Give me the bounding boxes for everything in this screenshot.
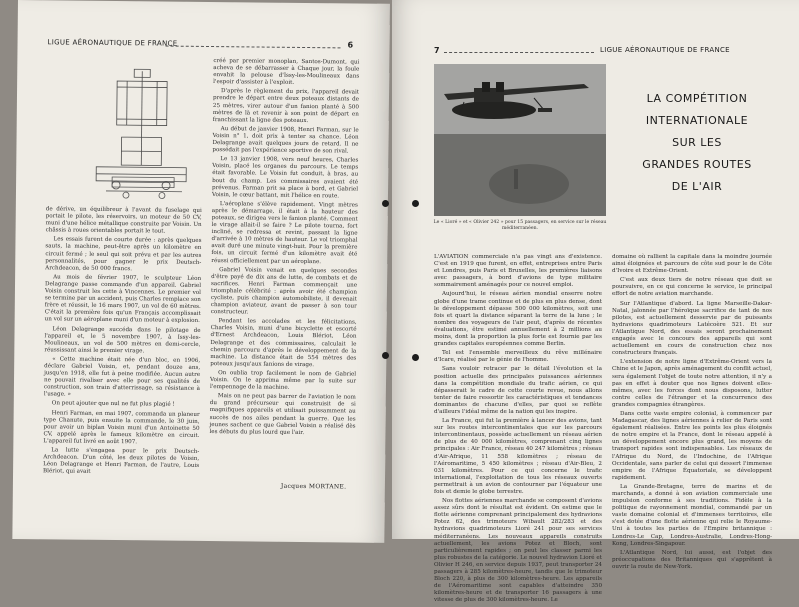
paragraph: Aujourd'hui, le réseau aérien mondial enserre notre globe d'une trame continue et de plus en plus dense, dont le développement dépasse 500 000 kilomètres, soit une fois et quart la distance séparant la terre de la lune ; le nombre des voyageurs de l'air peut, d'après de récentes évaluations, être estimé annuellement à 2 millions au moins, dont la proportion la plus forte est fournie par les grandes capitales européennes comme Berlin.	[434, 291, 602, 348]
paragraph: Sans vouloir retracer par le détail l'évolution et la position actuelle des principales puissances aériennes dans la compétition mondiale du trafic aérien, ce qui dépasserait le cadre de cette courte revue, nous allons tenter de faire ressortir les caractéristiques et tendances dominantes de chacune d'elles, par quoi se reflète d'ailleurs l'idéal même de la nation qui les inspire.	[434, 366, 602, 416]
paragraph: créé par premier monoplan, Santos-Dumont, qui acheva de se débarrasser à Chaque jour, la foule envahit la pelouse d'Issy-les-Moulineaux dans l'espoir d'assister à l'exploit.	[213, 58, 359, 88]
title-line: GRANDES ROUTES	[624, 154, 770, 176]
left-column-2	[209, 58, 359, 439]
paragraph: Léon Delagrange succéda dans le pilotage de l'appareil et, le 5 novembre 1907, à Issy-les-Moulineaux, un vol de 500 mètres en demi-cercle, réussissant ainsi le premier virage.	[44, 326, 200, 356]
right-page-header: LIGUE AÉRONAUTIQUE DE FRANCE	[600, 46, 730, 54]
binding-hole	[382, 200, 389, 207]
paragraph: Au mois de février 1907, le sculpteur Léon Delagrange passe commande d'un appareil. Gabriel Voisin construit les cette à Vincennes. Le premier vol se termine par un accident, puis Charles remplace son frère et réussit, le 16 mars 1907, un vol de 60 mètres. C'était la première fois qu'un Français accomplissait un vol sur un aéroplane muni d'un moteur à explosion.	[45, 274, 202, 325]
paragraph: L'extension de notre ligne d'Extrême-Orient vers la Chine et le Japon, après aménagement du conflit actuel, sera également l'objet de toute notre attention, il n'y a pas en effet à douter que nos lignes doivent elles-mêmes, avec les forces dont nous disposons, lutter contre celles de l'étranger et la concurrence des grandes compagnies étrangères.	[612, 359, 772, 409]
title-line: DE L'AIR	[624, 176, 770, 198]
paragraph: On peut ajouter que nul ne fut plus plagié !	[44, 401, 200, 410]
paragraph: Gabriel Voisin venait en quelques secondes d'être payé de dix ans de lutte, de combats et de sacrifices. Henri Farman commençait une triomphale célébrité : après avoir été champion cycliste, puis champion automobiliste, il devenait champion aviateur, avant de passer à son tour constructeur.	[211, 267, 358, 318]
article-title	[624, 88, 770, 198]
aircraft-side-view	[106, 171, 186, 202]
paragraph: On oublia trop facilement le nom de Gabriel Voisin. On le apprima même par la suite sur l'empennage de la machine.	[210, 370, 356, 393]
paragraph: Au début de janvier 1908, Henri Farman, sur le Voisin n° 1, doit prix à tenter sa chance. Léon Delagrange avait quelques jours de retard. Il ne possédait pas l'expérience sportive de son rival.	[212, 126, 358, 156]
paragraph: Henri Farman, en mai 1907, commanda un planeur type Chanute, puis ensuite la commande, le 30 juin, pour avoir un biplan Voisin muni d'un Antoinette 50 CV, appelé après le fameux kilomètre en circuit. L'appareil fut livré en août 1907.	[43, 410, 199, 447]
paragraph: L'AVIATION commerciale n'a pas vingt ans d'existence. C'est en 1919 que furent, en effet, entreprises entre Paris et Londres, puis Paris et Bruxelles, les premières liaisons avec passagers, à bord d'avions de type militaire sommairement aménagés pour ce nouvel emploi.	[434, 254, 602, 289]
paragraph: L'Atlantique Nord, lui aussi, est l'objet des préoccupations des Britanniques qui s'apprêtent à ouvrir la route de New-York.	[612, 550, 772, 571]
title-line: SUR LES	[624, 132, 770, 154]
left-page	[12, 0, 390, 543]
binding-hole	[412, 354, 419, 361]
title-line: LA COMPÉTITION	[624, 88, 770, 110]
binding-hole	[412, 200, 419, 207]
paragraph: La Grande-Bretagne, terre de marins et de marchands, a donné à son aviation commerciale une impulsion conforme à ses traditions. Fidèle à la politique de rayonnement mondial, commandé par un vaste domaine colonial et d'immenses territoires, elle s'est dotée d'une flotte aérienne qui relie le Royaume-Uni à toutes les parties de l'Empire britannique : Londres-Le Cap, Londres-Australie, Londres-Hong-Kong, Londres-Singapour.	[612, 484, 772, 548]
paragraph: Nos flottes aériennes marchande se composent d'avions assez sûrs dont le résultat est évident. On estime que le flotte aérienne comprenant principalement des hydravions Potez 62, des trimoteurs Wibault 282/283 et des hydravions quadrimoteurs Lioré 241 pour ses services méditerranéens. Les nouveaux appareils construits actuellement, les avions Potez et Bloch, sont particulièrement rapides ; on peut les classer parmi les plus robustes de la catégorie. Le nouvel hydravion Lioré et Olivier H 246, en service depuis 1937, peut transporter 24 passagers à 285 kilomètres-heure, tandis que le trimoteur Bloch 220, à plus de 300 kilomètres-heure. Les appareils de l'Aéromaritime sont capables d'atteindre 350 kilomètres-heure et de transporter 16 passagers à une vitesse de plus de 300 kilomètres-heure. Le	[434, 498, 602, 604]
paragraph: Mais on ne peut pas barrer de l'aviation le nom du grand précurseur qui construisit de si magnifiques appareils et utilisait puissamment au succès de nos ailes pendant la guerre. Que les jeunes sachent ce que Gabriel Voisin a réalisé dès les débuts du plus lourd que l'air.	[209, 393, 355, 437]
paragraph: Tel est l'ensemble merveilleux du rêve millénaire d'Icare, réalisé par le génie de l'homme.	[434, 350, 602, 364]
right-column-1	[434, 254, 602, 607]
paragraph: L'aéroplane s'élève rapidement. Vingt mètres après le démarrage, il était à la hauteur des poteaux, se dirigea vers le fanion planté. Comment le virage allait-il se faire ? Le pilote tourna, fort incliné, se redressa et revint, passant la ligne d'arrivée à 10 mètres de hauteur. Le vol triomphal avait duré une minute vingt-huit. Pour la première fois, un circuit fermé d'un kilomètre avait été réussi officiellement par un aéroplane.	[211, 201, 358, 266]
seaplane-image	[434, 64, 606, 216]
paragraph: domaine où rallient la capitale dans la moindre journée ainsi éloignées et parcours de côte sud pour le de Côte d'Ivoire et Extrême-Orient.	[612, 254, 772, 275]
paragraph: La lutte s'engagea pour le prix Deutsch-Archdeacon. D'un côté, les deux pilotes de Voisin, Léon Delagrange et Henri Farman, de l'autre, Louis Blériot, qui avait	[43, 447, 199, 477]
paragraph: C'est aux deux tiers de notre réseau que doit se poursuivre, en ce qui concerne le service, le principal effort de notre aviation marchande.	[612, 277, 772, 298]
left-page-number: 6	[348, 40, 354, 49]
binding-hole	[382, 352, 389, 359]
right-page-number: 7	[434, 46, 440, 55]
right-column-2	[612, 254, 772, 573]
left-header-rule	[166, 46, 341, 49]
right-page	[392, 0, 799, 539]
title-line: INTERNATIONALE	[624, 110, 770, 132]
paragraph: Les essais furent de courte durée : après quelques sauts, la machine, peut-être après un kilomètre en circuit fermé ; le seul qui soit prévu et par les autres personnalités, pour gagner le prix Deutsch-Archdeacon, de 50 000 francs.	[45, 237, 201, 274]
paragraph: La France, qui fut la première à lancer des avions, tant sur les routes intercontinentales que sur les parcours intercontinentaux, possède actuellement un réseau aérien de plus de 40 000 kilomètres, comprenant cinq lignes principales : Air France, réseau 40 247 kilomètres ; réseau d'Air-Afrique, 11 558 kilomètres ; réseau de l'Aéromaritime, 5 450 kilomètres ; réseau d'Air-Bleu, 2 031 kilomètres. Pour ce qui concerne le trafic international, l'exploitation de tous les réseaux ouverts permettrait à un avion de contourner par l'équateur une fois et demie le globe terrestre.	[434, 418, 602, 496]
left-column-1	[43, 206, 202, 479]
signature: Jacques MORTANE.	[281, 483, 346, 491]
paragraph: Dans cette vaste empire colonial, à commencer par Madagascar, des lignes aériennes à relier de Paris sont également réalisées. Entre les points les plus éloignés de notre empire et la France, dont le réseau appelé à un développement encore plus grand, les moyens de transport rapides sont indispensables. Les réseaux de l'Afrique du Nord, de l'Indochine, de l'Afrique Occidentale, sans parler de celui qui dessert l'immense empire de l'Afrique Équatoriale, se développent rapidement.	[612, 411, 772, 482]
photo-caption: Le « Lioré » et « Olivier 242 » pour 15 passagers, en service sur le réseau méditerranéen.	[432, 220, 608, 231]
paragraph: Sur l'Atlantique d'abord. La ligne Marseille-Dakar-Natal, jalonnée par l'héroïque sacrifice de tant de nos pilotes, est actuellement desservie par de puissants hydravions quadrimoteurs Latécoère 521. Et sur l'Atlantique Nord, des essais seront prochainement engagés avec le concours des appareils qui sont actuellement en cours de construction chez nos constructeurs français.	[612, 301, 772, 358]
paragraph: Le 13 janvier 1908, vers neuf heures, Charles Voisin, placé les organes du parcours. Le temps était favorable. Le Voisin fut conduit, à bras, au bout du champ. Les commissaires avaient été prévenus. Farman prit sa place à bord, et Gabriel Voisin, le cœur battant, mit l'hélice en route.	[212, 156, 358, 200]
paragraph: de dérive, un équilibreur à l'avant du fuselage qui portait le pilote, les réservoirs, un moteur de 50 CV, muni d'une hélice métallique construite par Voisin. Un châssis à roues orientables portait le tout.	[46, 206, 202, 236]
paragraph: D'après le règlement du prix, l'appareil devait prendre le départ entre deux poteaux distants de 25 mètres, virer autour d'un fanion planté à 500 mètres de là et revenir à son point de départ en franchissant la ligne des poteaux.	[213, 88, 359, 125]
paragraph: « Cette machine était née d'un bloc, en 1906, déclare Gabriel Voisin, et, pendant douze ans, jusqu'en 1918, elle fut à peine modifiée. Aucun autre ne pouvait rivaliser avec elle pour ses qualités de construction, son train d'atterrissage, sa résistance à l'usage. »	[44, 356, 200, 400]
seaplane-photo	[434, 64, 606, 216]
right-header-rule	[444, 52, 594, 53]
left-page-header: LIGUE AÉRONAUTIQUE DE FRANCE	[48, 38, 178, 47]
paragraph: Pendant les accolades et les félicitations, Charles Voisin, muni d'une bicyclette et escorté d'Ernest Archdeacon, Louis Blériot, Léon Delagrange et des commissaires, calculait le chemin parcouru d'après le développement de la machine. La distance était de 554 mètres des poteaux jusqu'aux fanions de virage.	[210, 318, 357, 369]
